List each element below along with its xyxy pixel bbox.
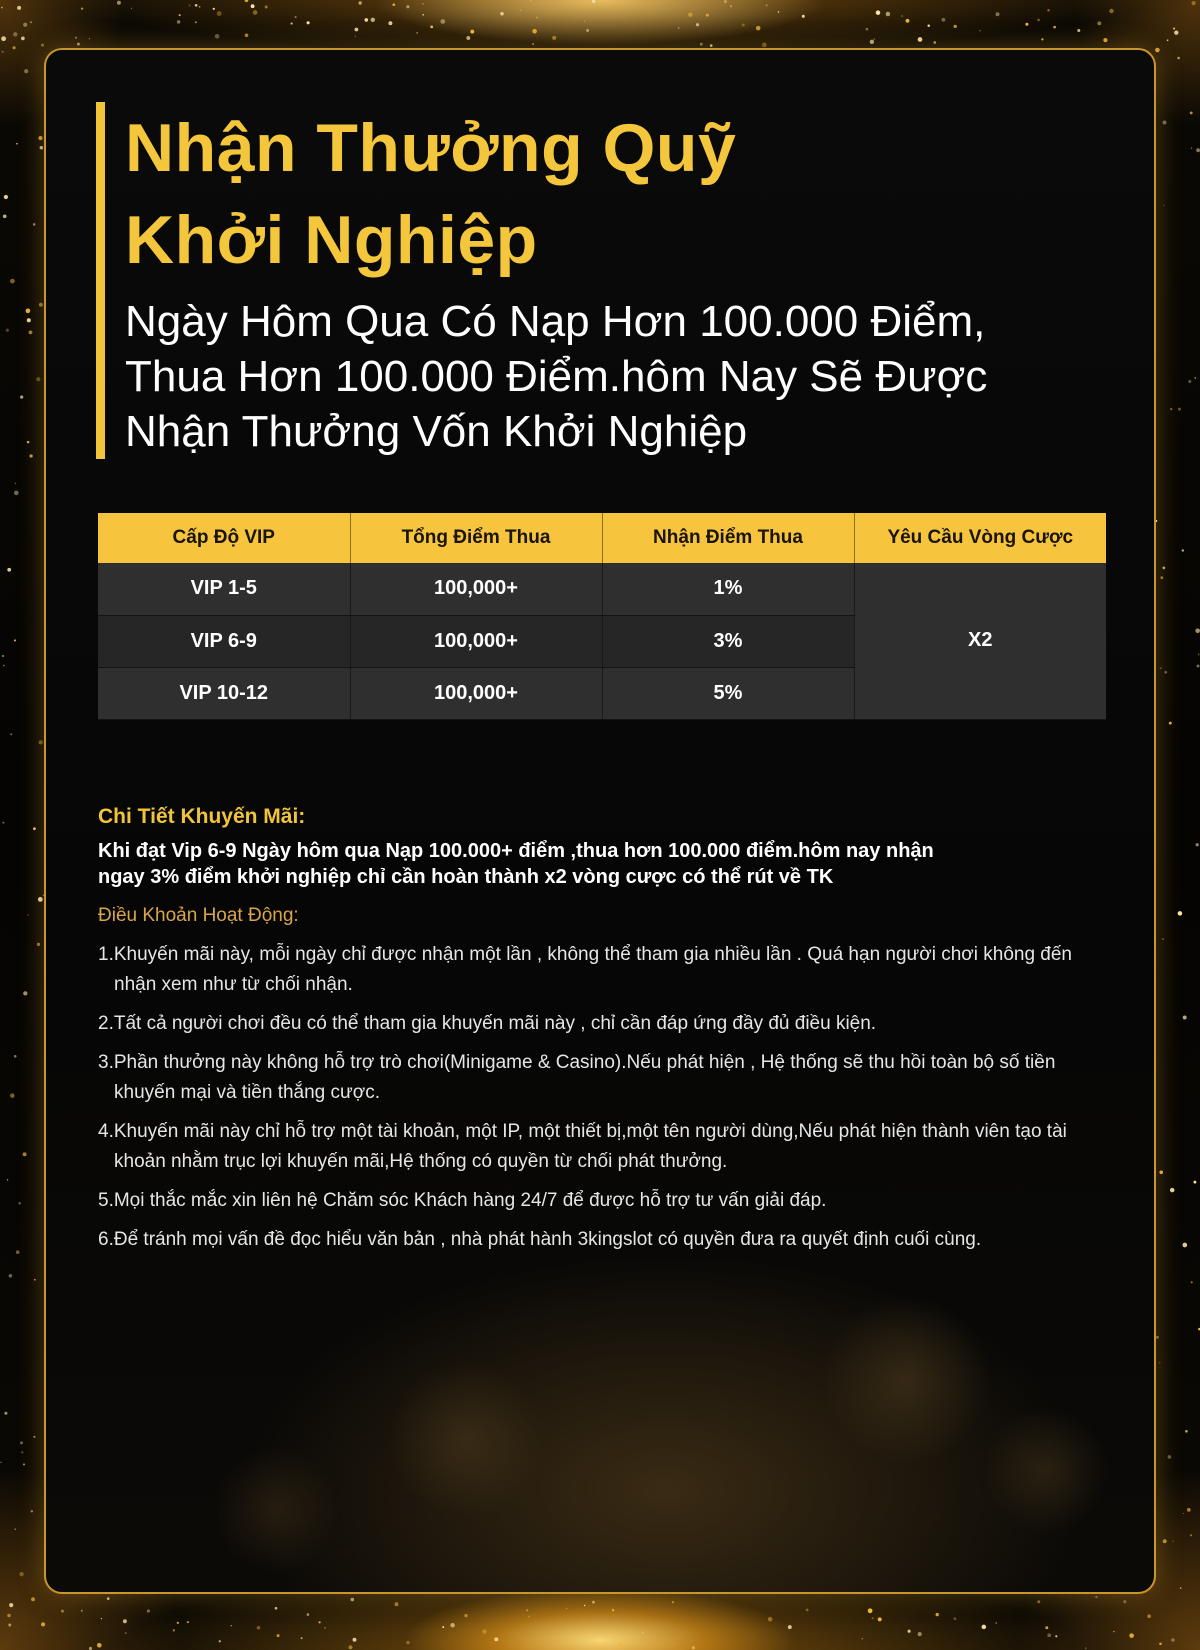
sparkle-dot [1047,9,1049,11]
sparkle-dot [942,18,946,22]
sparkle-dot [195,21,197,23]
sparkle-dot [1045,1626,1048,1629]
sparkle-dot [901,15,902,16]
sparkle-dot [1129,1633,1134,1638]
sparkle-dot [1163,1539,1167,1543]
sparkle-dot [532,29,537,34]
sparkle-dot [1085,1647,1086,1648]
sparkle-dot [500,12,504,16]
sparkle-dot [20,396,23,399]
sparkle-dot [14,639,16,641]
sparkle-dot [33,827,36,830]
sparkle-dot [41,1622,45,1626]
sparkle-dot [874,38,875,39]
table-header-row [98,513,1106,563]
sparkle-dot [802,15,805,18]
col-header-loss-rebate: Nhận Điểm Thua [602,513,854,563]
terms-item: 6.Để tránh mọi vấn đề đọc hiểu văn bản , nhà phát hành 3kingslot có quyền đưa ra quyết định cuối cùng. [98,1229,982,1250]
sparkle-dot [10,279,15,284]
sparkle-dot [7,568,11,572]
page-title [125,102,1106,286]
sparkle-dot [1196,148,1200,152]
sparkle-dot [3,665,5,667]
sparkle-dot [38,136,42,140]
sparkle-dot [406,5,409,8]
sparkle-dot [1097,21,1101,25]
vip-level-cell: VIP 6-9 [98,615,350,667]
sparkle-dot [1193,1181,1196,1184]
sparkle-dot [730,5,732,7]
sparkle-dot [81,1610,83,1612]
sparkle-dot [307,1613,310,1616]
sparkle-dot [618,1642,622,1646]
sparkle-dot [700,43,703,46]
sparkle-dot [906,19,910,23]
sparkle-dot [466,36,470,40]
total-loss-cell: 100,000+ [350,563,602,615]
title-block [96,102,1106,459]
sparkle-dot [23,1463,25,1465]
sparkle-dot [318,1621,320,1623]
sparkle-dot [642,1632,644,1634]
sparkle-dot [1190,1534,1192,1536]
sparkle-dot [520,10,521,11]
sparkle-dot [2,51,4,53]
terms-item: 1.Khuyến mãi này, mỗi ngày chỉ được nhận một lần , không thể tham gia nhiều lần . Quá hạn người chơi không đến nhận xem như từ chối nhận. [98,944,1073,995]
sparkle-dot [97,1643,102,1648]
col-header-vip-level: Cấp Độ VIP [98,513,350,563]
sparkle-dot [494,1637,498,1641]
page-subtitle [125,294,1106,459]
sparkle-dot [870,40,874,44]
sparkle-dot [39,740,43,744]
sparkle-dot [1025,23,1028,26]
sparkle-dot [422,14,424,16]
sparkle-dot [592,1601,595,1604]
sparkle-dot [219,1640,221,1642]
sparkle-dot [6,329,9,332]
sparkle-dot [1162,567,1165,570]
sparkle-dot [936,1613,939,1616]
col-header-wager-requirement: Yêu Cầu Vòng Cược [854,513,1106,563]
sparkle-dot [440,19,445,24]
sparkle-dot [4,195,8,199]
sparkle-dot [1167,39,1169,41]
sparkle-dot [1180,1587,1182,1589]
sparkle-dot [982,1625,987,1630]
sparkle-dot [245,0,249,2]
sparkle-dot [442,1626,444,1628]
sparkle-dot [39,303,43,307]
terms-item: 5.Mọi thắc mắc xin liên hệ Chăm sóc Khách hàng 24/7 để được hỗ trợ tư vấn giải đáp. [98,1190,827,1211]
sparkle-dot [1160,667,1162,669]
sparkle-dot [1191,1281,1193,1283]
sparkle-dot [953,1617,956,1620]
sparkle-dot [77,43,80,46]
sparkle-dot [1194,377,1196,379]
sparkle-dot [8,1624,11,1627]
sparkle-dot [187,1621,189,1623]
sparkle-dot [251,4,255,8]
sparkle-dot [696,23,699,26]
sparkle-dot [416,32,418,34]
sparkle-dot [918,1632,922,1636]
sparkle-dot [19,1572,23,1576]
total-loss-cell: 100,000+ [350,667,602,719]
sparkle-dot [1182,549,1184,551]
sparkle-dot [612,1609,614,1611]
sparkle-dot [195,4,198,7]
sparkle-dot [14,491,19,496]
sparkle-dot [9,1603,13,1607]
sparkle-dot [1195,629,1200,634]
sparkle-dot [17,6,21,10]
sparkle-dot [1183,1513,1184,1514]
sparkle-dot [876,10,881,15]
sparkle-dot [37,943,40,946]
sparkle-dot [1077,29,1080,32]
rebate-cell: 1% [602,563,854,615]
sparkle-dot [528,1616,530,1618]
sparkle-dot [979,30,980,31]
sparkle-dot [1187,1508,1191,1512]
sparkle-dot [866,28,869,31]
sparkle-dot [253,10,258,15]
sparkle-dot [359,1,362,4]
sparkle-dot [23,23,27,27]
sparkle-dot [1147,1614,1151,1618]
sparkle-dot [584,20,585,21]
rebate-cell: 5% [602,667,854,719]
sparkle-dot [101,1618,102,1619]
sparkle-dot [123,1619,127,1623]
sparkle-dot [584,1605,585,1606]
terms-item: 2.Tất cả người chơi đều có thể tham gia khuyến mãi này , chỉ cần đáp ứng đầy đủ điều kiện. [98,1013,877,1034]
subtitle-line-3: Nhận Thưởng Vốn Khởi Nghiệp [125,407,748,456]
sparkle-dot [295,16,297,18]
sparkle-dot [1183,1016,1187,1020]
sparkle-dot [908,1630,911,1633]
sparkle-dot [10,733,12,735]
sparkle-dot [131,8,132,9]
sparkle-dot [38,897,43,902]
sparkle-dot [34,1279,36,1281]
sparkle-dot [13,32,17,36]
sparkle-dot [1041,38,1043,40]
sparkle-dot [862,1638,863,1639]
col-header-total-loss: Tổng Điểm Thua [350,513,602,563]
sparkle-dot [31,1510,33,1512]
sparkle-dot [927,24,929,26]
sparkle-dot [125,1632,127,1634]
sparkle-dot [24,69,28,73]
sparkle-dot [933,41,936,44]
sparkle-dot [886,12,890,16]
sparkle-dot [1159,1362,1160,1363]
sparkle-dot [996,12,1000,16]
sparkle-dot [371,18,375,22]
sparkle-dot [353,1638,357,1642]
vip-level-cell: VIP 10-12 [98,667,350,719]
sparkle-dot [768,1617,773,1622]
sparkle-dot [277,1634,280,1637]
sparkle-dot [392,3,395,6]
subtitle-line-2: Thua Hơn 100.000 Điểm.hôm Nay Sẽ Được [125,352,988,401]
sparkle-dot [7,1614,11,1618]
sparkle-dot [1163,121,1167,125]
sparkle-dot [1196,843,1199,846]
sparkle-dot [672,1601,674,1603]
sparkle-dot [464,1614,467,1617]
sparkle-dot [2,822,4,824]
sparkle-dot [1188,380,1191,383]
sparkle-dot [592,0,595,3]
sparkle-dot [354,36,356,38]
sparkle-dot [532,43,534,45]
sparkle-dot [117,1,121,5]
vip-table [98,513,1106,720]
promo-panel [44,48,1156,1594]
sparkle-dot [742,24,745,27]
sparkle-dot [27,318,31,322]
sparkle-dot [351,1598,355,1602]
sparkle-dot [526,1609,528,1611]
sparkle-dot [1168,1455,1172,1459]
sparkle-dot [257,1626,261,1630]
sparkle-dot [307,21,310,24]
sparkle-dot [301,1637,303,1639]
sparkle-dot [19,1202,21,1204]
sparkle-dot [217,11,222,16]
sparkle-dot [1113,1631,1114,1632]
sparkle-dot [3,214,7,218]
sparkle-dot [1047,1633,1051,1637]
sparkle-dot [14,1055,17,1058]
sparkle-dot [1037,19,1040,22]
sparkle-dot [1162,938,1164,940]
sparkle-dot [422,3,424,5]
sparkle-dot [1037,1600,1040,1603]
sparkle-dot [9,1274,13,1278]
sparkle-dot [16,1250,20,1254]
sparkle-dot [1123,1600,1126,1603]
sparkle-dot [28,914,29,915]
promo-details [98,802,1118,1264]
sparkle-dot [23,991,27,995]
sparkle-dot [1159,1642,1162,1645]
sparkle-dot [147,1609,150,1612]
sparkle-dot [177,20,181,24]
sparkle-dot [275,1607,278,1610]
sparkle-dot [762,43,767,48]
sparkle-dot [2,655,4,657]
sparkle-dot [1172,1541,1173,1542]
terms-heading: Điều Khoản Hoạt Động: [98,905,299,926]
sparkle-dot [1159,1170,1163,1174]
sparkle-dot [41,44,44,47]
sparkle-dot [1103,38,1107,42]
sparkle-dot [231,1625,233,1627]
sparkle-dot [450,1623,454,1627]
sparkle-dot [1173,28,1175,30]
sparkle-dot [1,7,3,9]
total-loss-cell: 100,000+ [350,615,602,667]
sparkle-dot [349,1645,353,1649]
sparkle-dot [756,26,761,31]
sparkle-dot [1055,1635,1057,1637]
sparkle-dot [215,34,220,39]
sparkle-dot [395,1602,399,1606]
sparkle-dot [778,11,780,13]
details-body [98,838,1118,890]
sparkle-dot [0,1462,1,1463]
sparkle-dot [31,1597,35,1601]
rebate-cell: 3% [602,615,854,667]
sparkle-dot [878,1617,882,1621]
sparkle-dot [1156,1336,1159,1339]
sparkle-dot [7,1179,8,1180]
sparkle-dot [536,17,538,19]
sparkle-dot [33,1436,35,1438]
sparkle-dot [954,25,957,28]
sparkle-dot [13,46,16,49]
details-body-line-1: Khi đạt Vip 6-9 Ngày hôm qua Nạp 100.000+ điểm ,thua hơn 100.000 điểm.hôm nay nhận [98,840,934,862]
sparkle-dot [291,23,293,25]
sparkle-dot [1164,671,1167,674]
sparkle-dot [470,30,474,34]
sparkle-dot [388,21,392,25]
sparkle-dot [530,0,531,1]
sparkle-dot [552,36,556,40]
sparkle-dot [1095,1596,1097,1598]
sparkle-dot [4,1412,7,1415]
sparkle-dot [355,28,359,32]
sparkle-dot [1170,408,1172,410]
sparkle-dot [1169,722,1172,725]
sparkle-dot [1178,911,1183,916]
sparkle-dot [586,29,589,32]
sparkle-dot [1192,1,1196,5]
sparkle-dot [179,14,181,16]
sparkle-dot [1177,57,1180,60]
terms-item: 4.Khuyến mãi này chỉ hỗ trợ một tài khoản, một IP, một thiết bị,một tên người dùng,Nếu phát hiện thành viên tạo tài khoản nhằm trục lợi khuyến mãi,Hệ thống có quyền từ chối phát thưởng. [98,1121,1067,1172]
sparkle-dot [1174,30,1178,34]
sparkle-dot [1185,1430,1188,1433]
sparkle-dot [872,1617,874,1619]
sparkle-dot [688,12,693,17]
sparkle-dot [16,143,18,145]
sparkle-dot [1190,111,1193,114]
sparkle-dot [199,6,201,8]
sparkle-dot [29,454,32,457]
sparkle-dot [868,1608,873,1613]
vip-level-cell: VIP 1-5 [98,563,350,615]
sparkle-dot [15,483,17,485]
sparkle-dot [81,7,83,9]
sparkle-dot [26,308,31,313]
sparkle-dot [1197,665,1200,668]
sparkle-dot [1171,1638,1174,1641]
sparkle-dot [213,8,215,10]
sparkle-dot [89,38,90,39]
subtitle-line-1: Ngày Hôm Qua Có Nạp Hơn 100.000 Điểm, [125,297,986,346]
sparkle-dot [21,1451,23,1453]
sparkle-dot [788,1625,792,1629]
sparkle-dot [324,1627,325,1628]
sparkle-dot [995,1622,997,1624]
sparkle-dot [20,1441,23,1444]
sparkle-dot [189,5,191,7]
sparkle-dot [364,18,368,22]
terms-list [98,940,1118,1255]
sparkle-dot [33,223,36,226]
sparkle-dot [724,0,727,3]
sparkle-dot [482,1629,486,1633]
sparkle-dot [245,34,249,38]
sparkle-dot [61,1610,64,1613]
wager-requirement-cell: X2 [854,563,1106,719]
sparkle-dot [1155,48,1160,53]
sparkle-dot [1191,147,1192,148]
sparkle-dot [265,5,268,8]
details-heading: Chi Tiết Khuyến Mãi: [98,805,306,828]
sparkle-dot [40,146,43,149]
sparkle-dot [30,21,32,23]
details-body-line-2: ngay 3% điểm khởi nghiệp chỉ cần hoàn thành x2 vòng cược có thể rút về TK [98,866,834,888]
sparkle-dot [678,27,680,29]
sparkle-dot [23,1152,27,1156]
title-line-2: Khởi Nghiệp [125,202,538,278]
sparkle-dot [1,36,6,41]
sparkle-dot [173,1629,175,1631]
sparkle-dot [1178,408,1181,411]
sparkle-dot [1109,9,1113,13]
sparkle-dot [1163,205,1164,206]
sparkle-dot [1053,26,1056,29]
table-row [98,563,1106,615]
sparkle-dot [177,1622,179,1624]
sparkle-dot [710,44,713,47]
sparkle-dot [14,1528,15,1529]
sparkle-dot [1160,576,1163,579]
sparkle-dot [29,330,33,334]
sparkle-dot [766,4,768,6]
sparkle-dot [918,37,923,42]
sparkle-dot [27,441,30,444]
sparkle-dot [10,1093,15,1098]
sparkle-dot [430,26,433,29]
sparkle-dot [566,1608,567,1609]
sparkle-dot [406,1641,409,1644]
sparkle-dot [706,14,709,17]
sparkle-dot [1198,653,1200,655]
sparkle-dot [107,1597,110,1600]
sparkle-dot [806,1608,809,1611]
title-line-1: Nhận Thưởng Quỹ [125,110,737,186]
terms-item: 3.Phần thưởng này không hỗ trợ trò chơi(Minigame & Casino).Nếu phát hiện , Hệ thống sẽ thu hồi toàn bộ số tiền khuyến mại và tiền thắng cược. [98,1052,1056,1103]
sparkle-dot [36,377,40,381]
sparkle-dot [1170,1188,1174,1192]
sparkle-dot [1182,1243,1187,1248]
sparkle-dot [692,1646,695,1649]
sparkle-dot [75,37,77,39]
sparkle-dot [21,37,25,41]
